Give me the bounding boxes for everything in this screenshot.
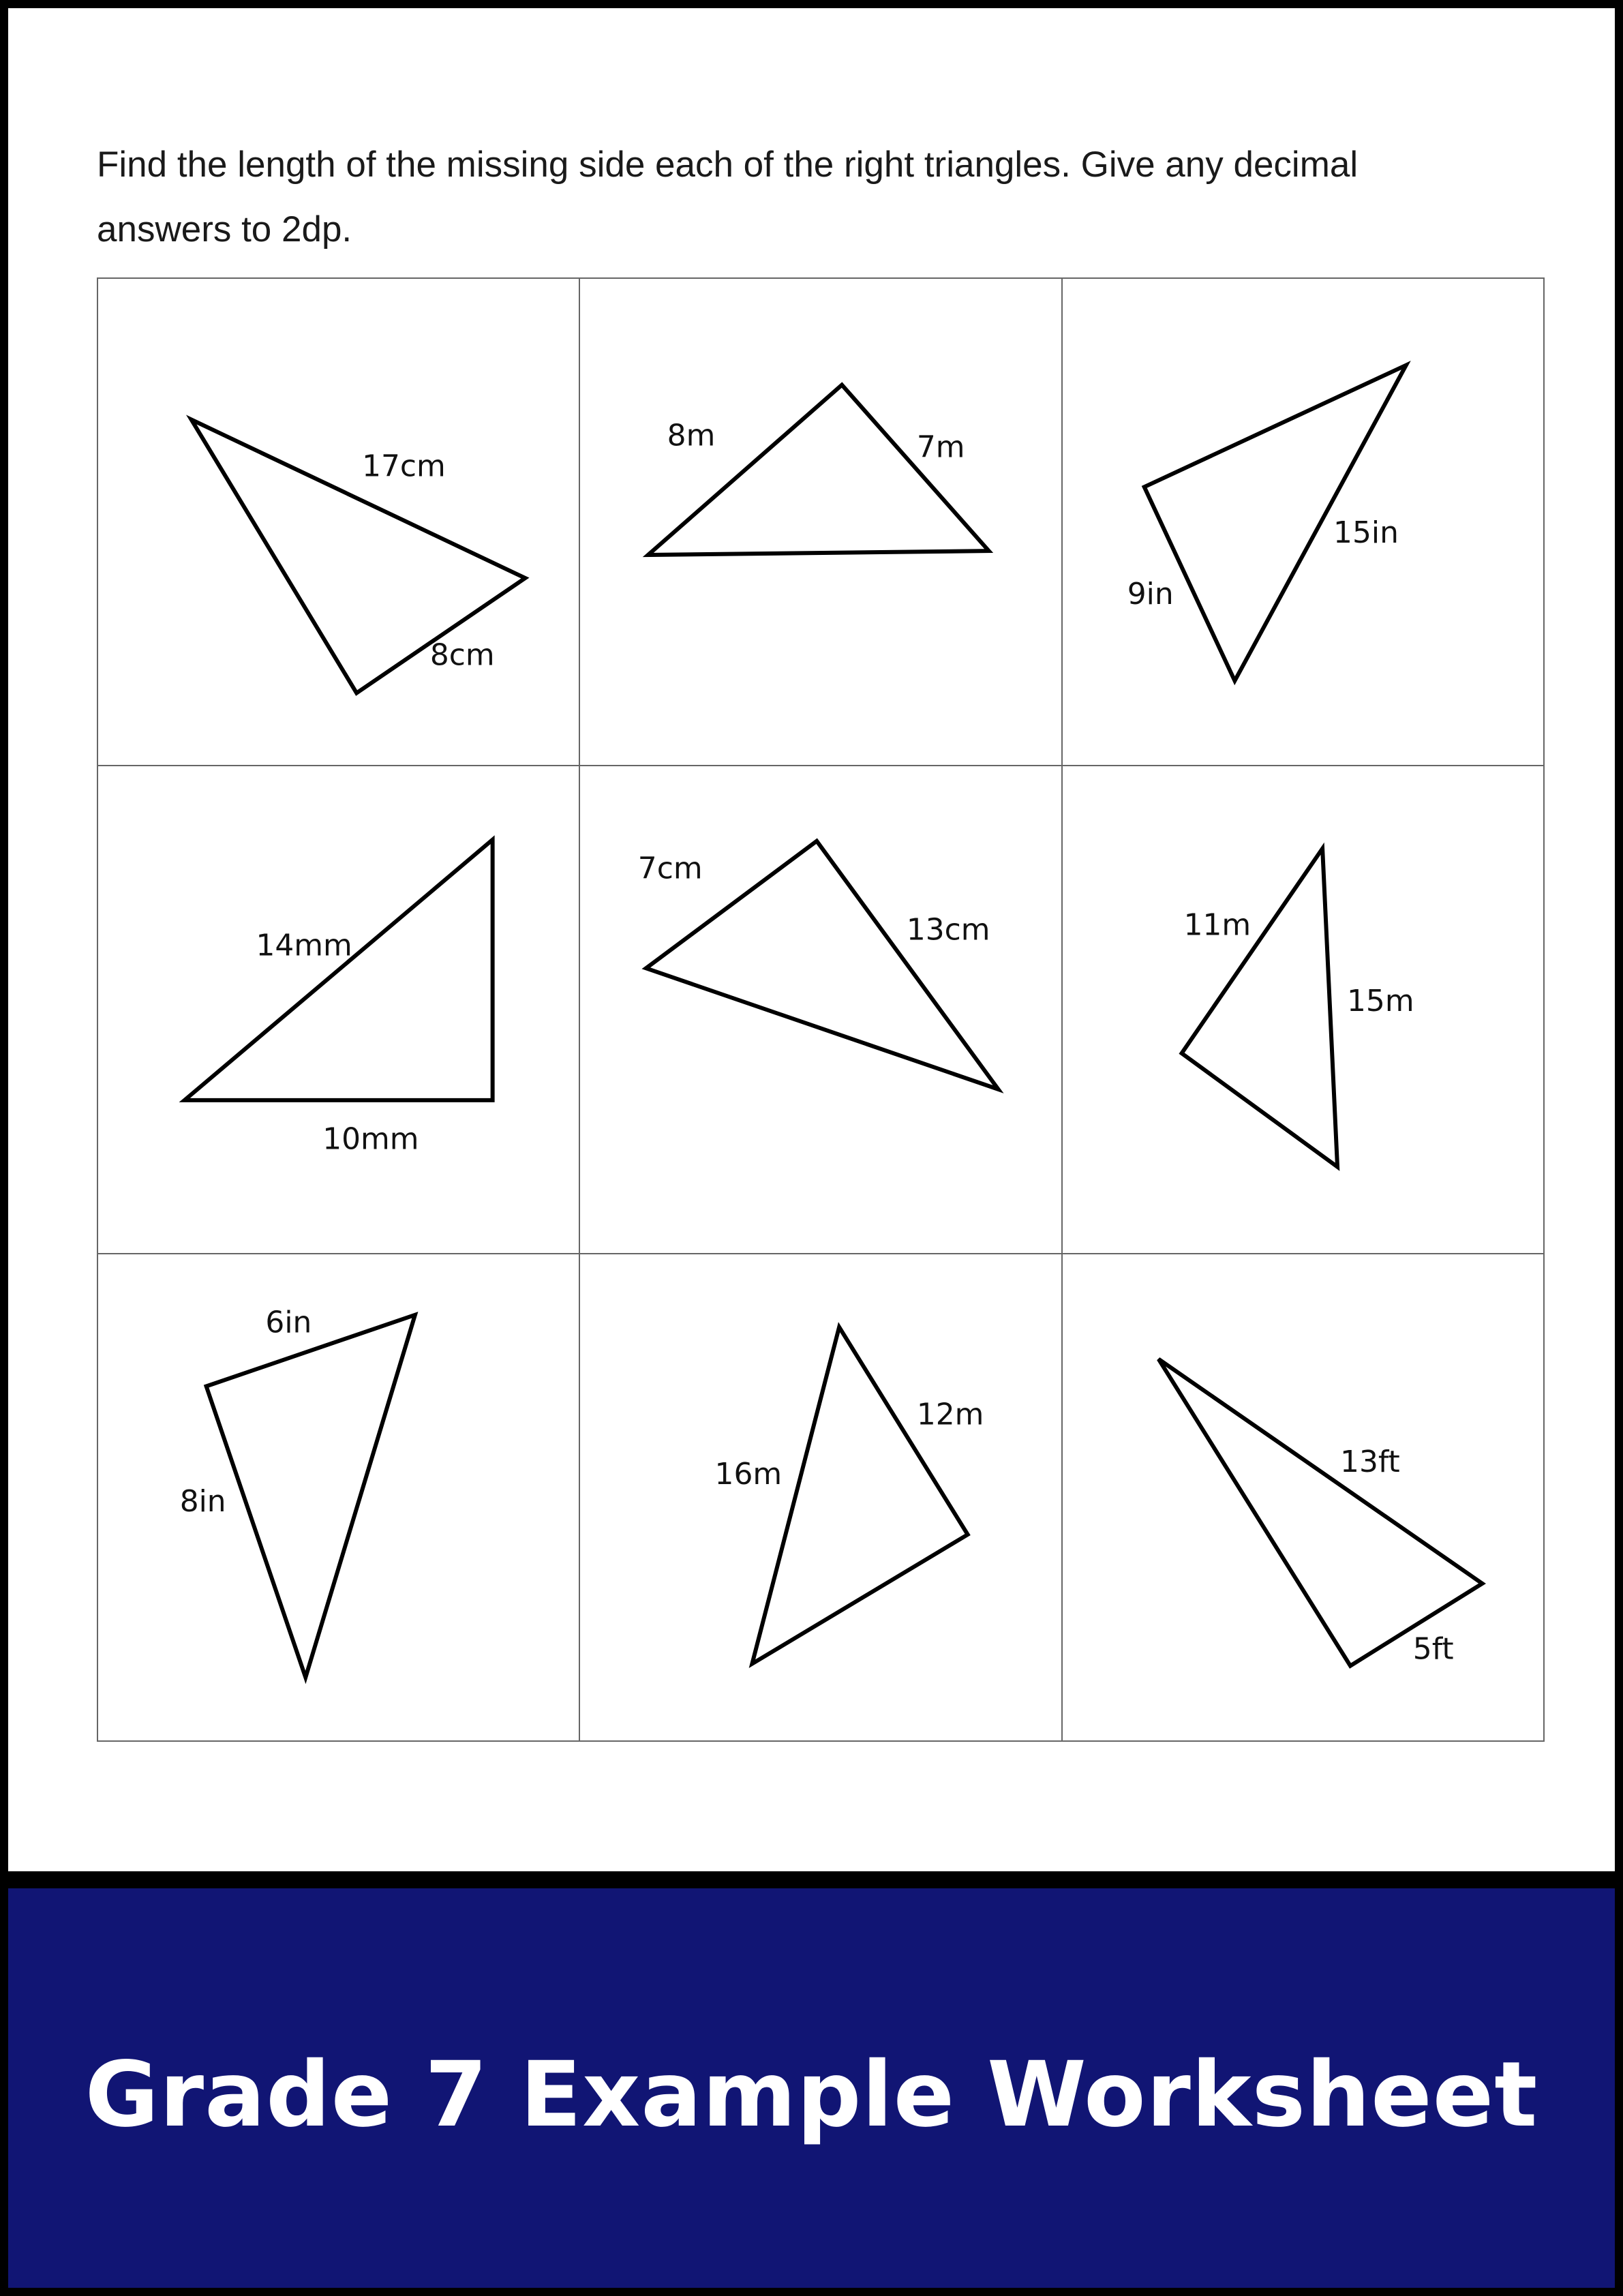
side-label: 7m — [917, 429, 965, 465]
side-label: 6in — [265, 1305, 312, 1340]
side-label: 13ft — [1339, 1444, 1400, 1479]
problem-cell-8 — [580, 1254, 1062, 1742]
triangle-figure-2 — [580, 279, 1061, 765]
instructions — [97, 132, 1528, 262]
side-label: 17cm — [362, 449, 446, 484]
triangle-figure-5 — [580, 766, 1061, 1252]
triangle-figure-7 — [98, 1254, 579, 1740]
problem-cell-3 — [1063, 279, 1545, 766]
triangle-grid — [97, 277, 1545, 1742]
side-label: 15in — [1333, 515, 1399, 551]
triangle-figure-1 — [98, 279, 579, 765]
title-banner — [8, 1888, 1615, 2288]
problem-cell-7 — [98, 1254, 580, 1742]
side-label: 8cm — [429, 637, 495, 673]
triangle-9 — [1158, 1359, 1482, 1665]
side-label: 14mm — [256, 928, 352, 963]
problem-cell-6 — [1063, 766, 1545, 1254]
side-label: 16m — [714, 1456, 783, 1492]
triangle-figure-4 — [98, 766, 579, 1252]
triangle-6 — [1181, 849, 1337, 1167]
problem-cell-2 — [580, 279, 1062, 766]
problem-cell-1 — [98, 279, 580, 766]
problem-cell-4 — [98, 766, 580, 1254]
instructions-line-1: Find the length of the missing side each of the right triangles. Give any decimal — [97, 145, 1359, 185]
problem-cell-5 — [580, 766, 1062, 1254]
side-label: 13cm — [907, 912, 990, 948]
side-label: 10mm — [322, 1122, 419, 1158]
side-label: 8in — [179, 1483, 226, 1519]
triangle-figure-6 — [1063, 766, 1543, 1252]
side-label: 5ft — [1412, 1631, 1454, 1667]
triangle-4 — [185, 840, 493, 1100]
side-label: 8m — [667, 418, 716, 453]
problem-cell-9 — [1063, 1254, 1545, 1742]
banner-title: Grade 7 Example Worksheet — [85, 2042, 1538, 2147]
triangle-8 — [753, 1327, 968, 1663]
triangle-2 — [648, 385, 989, 555]
worksheet-page — [8, 8, 1615, 1871]
instructions-line-2: answers to 2dp. — [97, 209, 352, 250]
side-label: 7cm — [638, 851, 703, 886]
side-label: 15m — [1346, 984, 1414, 1019]
triangle-7 — [207, 1314, 415, 1677]
side-label: 11m — [1183, 907, 1251, 943]
triangle-figure-9 — [1063, 1254, 1543, 1740]
triangle-figure-3 — [1063, 279, 1543, 765]
side-label: 12m — [917, 1397, 984, 1432]
side-label: 9in — [1127, 576, 1174, 611]
triangle-figure-8 — [580, 1254, 1061, 1740]
